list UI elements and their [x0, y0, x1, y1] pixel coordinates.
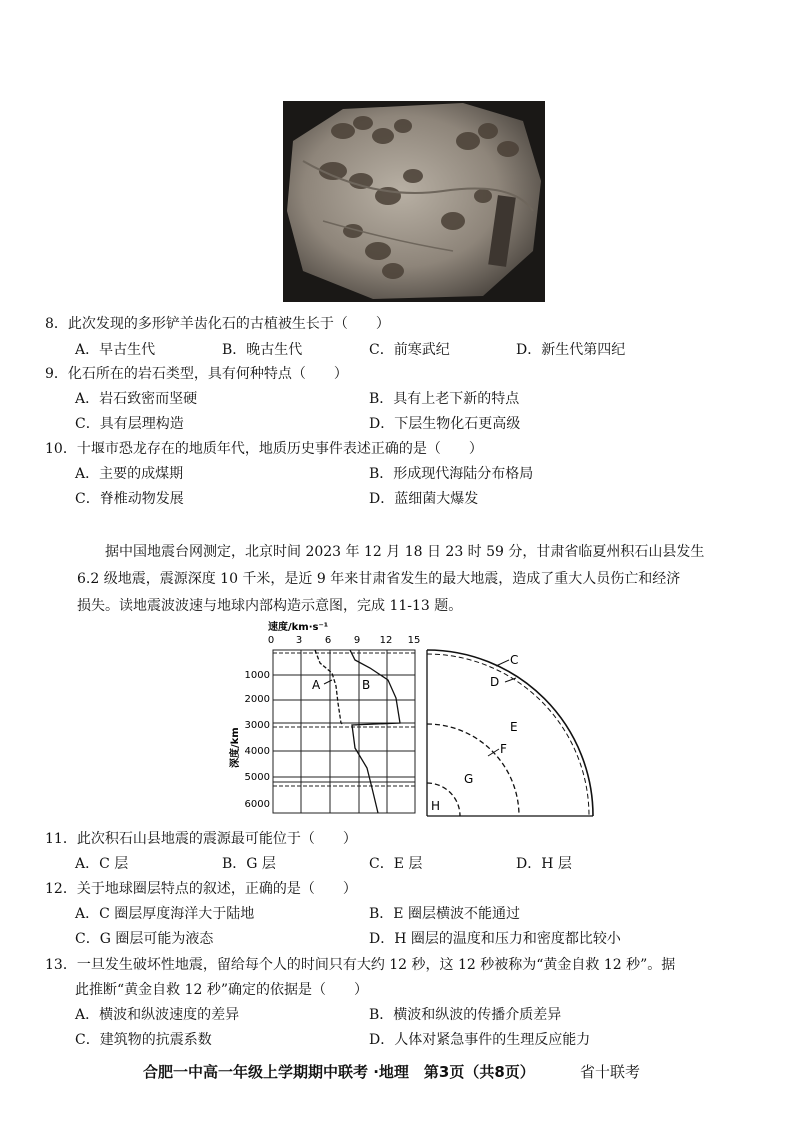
- q12-option-d[interactable]: D．H 圈层的温度和压力和密度都比较小: [369, 931, 621, 947]
- boundary-lines: [273, 653, 415, 786]
- q10-option-c[interactable]: C．脊椎动物发展: [75, 491, 184, 507]
- question-9-stem: 9．化石所在的岩石类型，具有何种特点（ ）: [45, 366, 348, 382]
- question-13-stem-1: 13．一旦发生破坏性地震，留给每个人的时间只有大约 12 秒，这 12 秒被称为“黄金自救 12 秒”。据: [45, 957, 676, 973]
- q11-option-b[interactable]: B．G 层: [222, 856, 276, 872]
- passage-line-3: 损失。读地震波波速与地球内部构造示意图，完成 11-13 题。: [77, 598, 463, 614]
- depth-axis-label: 深度/km: [230, 727, 241, 768]
- x-tick-6: 6: [324, 635, 332, 646]
- q12-option-a[interactable]: A．C 圈层厚度海洋大于陆地: [75, 906, 255, 922]
- y-tick-6000: 6000: [244, 799, 270, 810]
- q8-option-b[interactable]: B．晚古生代: [222, 342, 303, 358]
- y-tick-4000: 4000: [244, 746, 270, 757]
- q8-option-d[interactable]: D．新生代第四纪: [516, 342, 626, 358]
- q10-option-d[interactable]: D．蓝细菌大爆发: [369, 491, 479, 507]
- q13-option-c[interactable]: C．建筑物的抗震系数: [75, 1032, 212, 1048]
- x-tick-9: 9: [353, 635, 361, 646]
- x-tick-15: 15: [407, 635, 421, 646]
- layer-e-label: E: [510, 720, 518, 734]
- layer-c-label: C: [510, 653, 519, 667]
- x-tick-12: 12: [379, 635, 393, 646]
- y-tick-2000: 2000: [244, 694, 270, 705]
- q11-option-c[interactable]: C．E 层: [369, 856, 423, 872]
- layer-g-label: G: [464, 772, 474, 786]
- question-8-stem: 8．此次发现的多形铲羊齿化石的古植被生长于（ ）: [45, 316, 390, 332]
- fossil-photo: [283, 101, 545, 302]
- passage-line-2: 6.2 级地震，震源深度 10 千米，是近 9 年来甘肃省发生的最大地震，造成了重大人员伤亡和经济: [77, 571, 681, 587]
- y-tick-1000: 1000: [244, 670, 270, 681]
- passage-line-1: 据中国地震台网测定，北京时间 2023 年 12 月 18 日 23 时 59 分，甘肃省临夏州积石山县发生: [105, 544, 705, 560]
- footer-exam-name: 省十联考: [580, 1063, 641, 1081]
- q9-option-a[interactable]: A．岩石致密而坚硬: [75, 391, 198, 407]
- q10-option-a[interactable]: A．主要的成煤期: [75, 466, 184, 482]
- q9-option-d[interactable]: D．下层生物化石更高级: [369, 416, 521, 432]
- q10-option-b[interactable]: B．形成现代海陆分布格局: [369, 466, 534, 482]
- q12-option-c[interactable]: C．G 圈层可能为液态: [75, 931, 214, 947]
- q11-option-d[interactable]: D．H 层: [516, 856, 572, 872]
- q13-option-b[interactable]: B．横波和纵波的传播介质差异: [369, 1007, 562, 1023]
- seismic-wave-figure: [220, 618, 610, 818]
- speed-axis-label: 速度/km·s⁻¹: [268, 622, 329, 633]
- question-11-stem: 11．此次积石山县地震的震源最可能位于（ ）: [45, 831, 357, 847]
- q13-option-a[interactable]: A．横波和纵波速度的差异: [75, 1007, 240, 1023]
- curve-b: [350, 650, 400, 813]
- q8-option-a[interactable]: A．早古生代: [75, 342, 156, 358]
- layer-f-label: F: [500, 742, 507, 756]
- q8-option-c[interactable]: C．前寒武纪: [369, 342, 450, 358]
- question-12-stem: 12．关于地球圈层特点的叙述，正确的是（ ）: [45, 881, 357, 897]
- q12-option-b[interactable]: B．E 圈层横波不能通过: [369, 906, 520, 922]
- layer-d-label: D: [490, 675, 500, 689]
- x-tick-3: 3: [295, 635, 303, 646]
- q9-option-c[interactable]: C．具有层理构造: [75, 416, 184, 432]
- y-tick-3000: 3000: [244, 720, 270, 731]
- label-a: A: [312, 678, 321, 692]
- layer-h-label: H: [431, 799, 441, 813]
- speed-depth-grid: [273, 650, 415, 813]
- x-tick-0: 0: [267, 635, 275, 646]
- question-13-stem-2: 此推断“黄金自救 12 秒”确定的依据是（ ）: [75, 982, 369, 998]
- q9-option-b[interactable]: B．具有上老下新的特点: [369, 391, 520, 407]
- question-10-stem: 10．十堰市恐龙存在的地质年代，地质历史事件表述正确的是（ ）: [45, 441, 483, 457]
- footer-title: 合肥一中高一年级上学期期中联考 ·地理 第3页（共8页）: [143, 1063, 535, 1081]
- y-tick-5000: 5000: [244, 772, 270, 783]
- q11-option-a[interactable]: A．C 层: [75, 856, 129, 872]
- label-b: B: [362, 678, 371, 692]
- q13-option-d[interactable]: D．人体对紧急事件的生理反应能力: [369, 1032, 591, 1048]
